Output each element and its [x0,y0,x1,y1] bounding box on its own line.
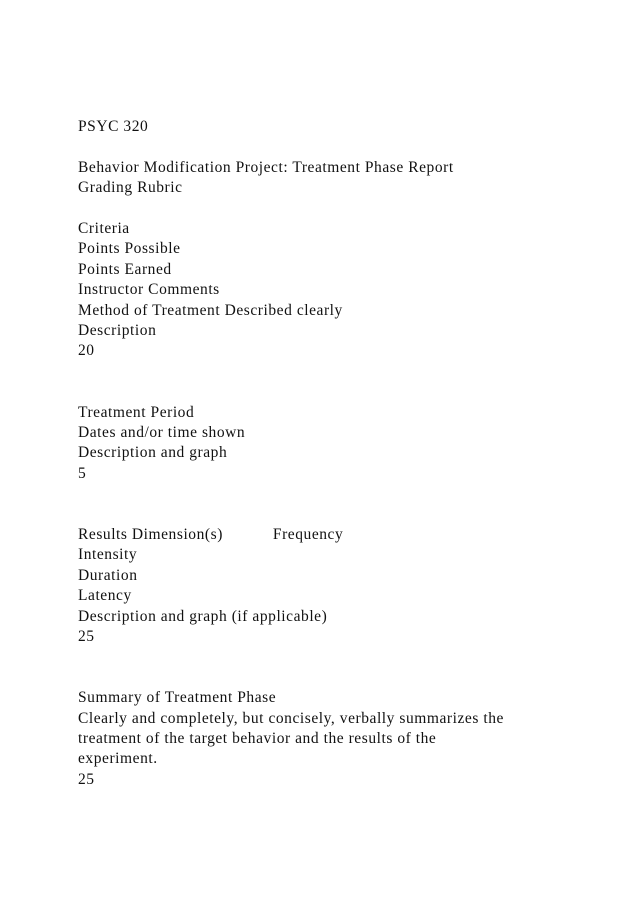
header-criteria: Criteria [78,220,130,237]
spacer [78,505,598,525]
rubric-section-summary [78,688,598,790]
section-points: 20 [78,342,95,360]
frequency-label: Frequency [272,526,344,544]
section-line: Clearly and completely, but concisely, verbally summarizes the [78,709,504,727]
header-points-possible: Points Possible [78,240,181,258]
section-line: Intensity [78,546,138,564]
course-code: PSYC 320 [78,118,149,135]
results-dimension-label: Results Dimension(s) [78,526,223,544]
section-points: 25 [78,770,95,788]
section-line: experiment. [78,750,158,768]
section-line: Treatment Period [78,403,195,421]
section-line: Description and graph [78,444,228,462]
spacer [78,382,598,402]
header-points-earned: Points Earned [78,260,172,278]
section-line: treatment of the target behavior and the results of the [78,730,437,748]
section-line: Description [78,322,157,340]
results-dimension-line [78,525,598,545]
section-line: Method of Treatment Described clearly [78,301,343,319]
spacer [78,647,598,667]
section-line: Duration [78,566,138,584]
document-page [78,117,598,790]
section-line: Description and graph (if applicable) [78,607,328,625]
spacer [78,484,598,504]
section-points: 25 [78,628,95,646]
spacer [78,199,598,219]
section-line: Latency [78,587,132,605]
rubric-section-treatment-period [78,403,598,485]
rubric-section-results [78,525,598,647]
section-points: 5 [78,464,87,482]
section-line: Summary of Treatment Phase [78,689,277,707]
document-subtitle: Grading Rubric [78,179,183,197]
spacer [78,137,598,157]
spacer [78,668,598,688]
header-instructor-comments: Instructor Comments [78,281,220,299]
spacer [78,362,598,382]
rubric-section-method [78,301,598,362]
section-line: Dates and/or time shown [78,424,246,442]
document-title: Behavior Modification Project: Treatment Phase Report [78,158,454,176]
